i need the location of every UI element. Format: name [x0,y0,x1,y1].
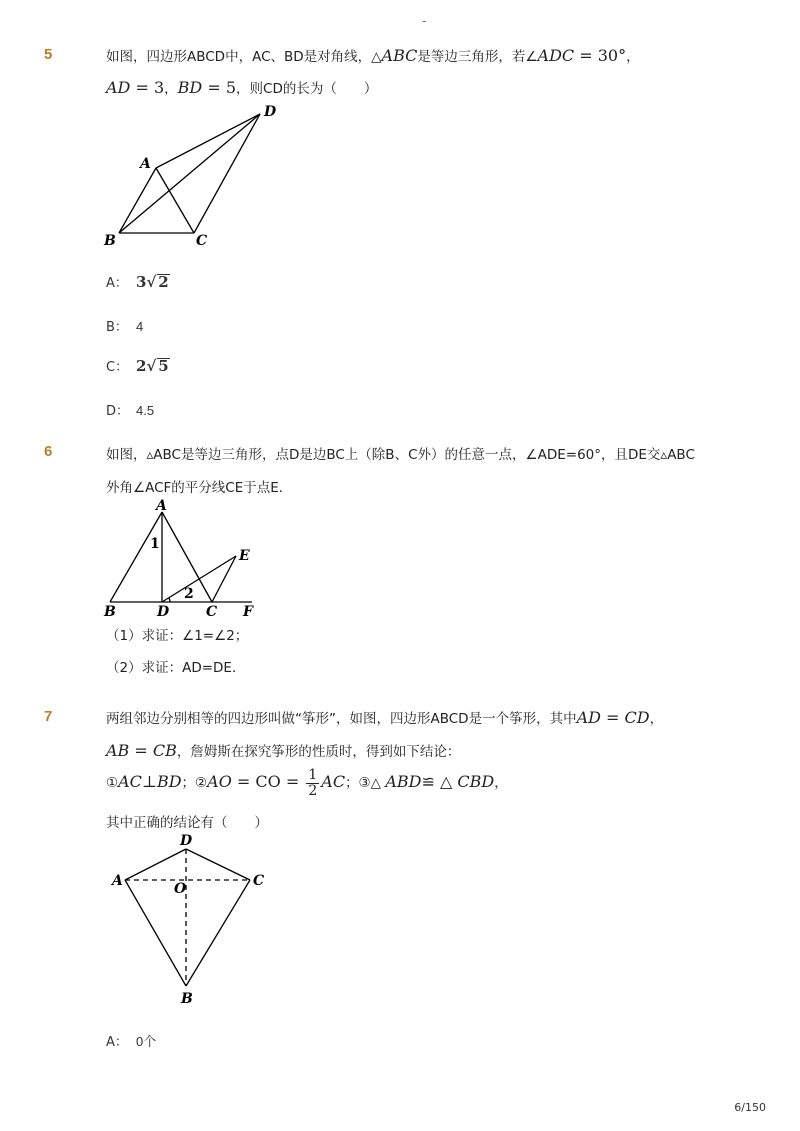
point-label-c: C [253,873,265,889]
q5-text: ， [626,49,640,65]
point-label-b: B [181,991,193,1007]
q5-text: 如图，四边形ABCD中，AC、BD是对角线，△ [106,49,382,65]
q5-math-eq3: = 3 [130,78,165,97]
angle-label-2: 2 [184,586,194,602]
point-label-b: B [104,604,116,620]
q7-math-cbd: CBD [457,772,495,792]
q7-text: ① [106,775,119,792]
q6-part1: （1）求证：∠1=∠2； [106,628,249,644]
point-label-c: C [206,604,218,620]
q7-text: 两组邻边分别相等的四边形叫做“筝形”，如图，四边形ABCD是一个筝形，其中 [106,711,577,727]
q6-stem-line2: 外角∠ACF的平分线CE于点E． [106,480,293,496]
point-label-a: A [156,498,167,514]
segment-ad [125,849,186,880]
q5-math-adc: ADC [537,46,575,65]
q7-text: ， [649,711,664,727]
fraction-numerator: 1 [308,767,318,783]
q7-math-congruent: ≌ △ [421,772,458,792]
q7-text: ；③△ [345,775,386,792]
point-label-a: A [140,156,151,172]
sqrt-sign: √ [146,273,157,291]
point-label-d: D [157,604,170,620]
point-label-a: A [112,873,123,889]
fraction-denominator: 2 [308,782,318,799]
q5-math-abc: ABC [381,46,418,65]
option-radicand: 5 [158,357,169,375]
option-label: B： [106,320,128,335]
q7-math-cd: CD [624,708,650,727]
q5-math-bd: BD [177,78,203,97]
option-label: D： [106,404,130,419]
option-value: 4 [136,319,144,334]
q7-math-eq-co: = CO = [231,772,305,792]
option-value: 0个 [136,1034,157,1049]
q7-math-ao: AO [207,772,232,792]
q7-math-abd: ABD [385,772,422,792]
option-coef: 3 [136,273,147,291]
point-label-c: C [196,233,208,249]
q6-part2: （2）求证：AD=DE． [106,660,246,676]
option-label: A： [106,276,128,291]
option-coef: 2 [136,357,147,375]
option-radicand: 2 [158,273,169,291]
q7-math-ad: AD [576,708,601,727]
point-label-f: F [243,604,253,620]
q7-text: ， [494,775,508,792]
page-number: 6/150 [734,1101,766,1114]
q5-text: 是等边三角形，若∠ [417,49,538,65]
q5-math-eq30: = 30° [574,46,627,65]
question-number: 5 [44,46,53,63]
point-label-d: D [180,833,193,849]
q7-text: ，詹姆斯在探究筝形的性质时，得到如下结论： [176,744,461,760]
q7-math-eq: = [129,741,153,760]
q6-stem-line1: 如图，▵ABC是等边三角形，点D是边BC上（除B、C外）的任意一点，∠ADE=60°，且DE交▵ABC [106,447,695,463]
angle-label-1: 1 [150,536,160,552]
q7-option-a[interactable] [106,1031,156,1050]
q7-math-ac: AC [321,772,346,792]
q7-math-eq: = [600,708,625,727]
segment-dc [186,849,250,880]
sqrt-sign: √ [146,357,157,375]
q7-math-perp: AC⊥BD [118,772,182,792]
question-number: 7 [44,708,53,725]
q7-question-line: 其中正确的结论有（ ） [106,815,268,831]
option-label: C： [106,360,129,375]
point-label-e: E [239,548,250,564]
point-label-b: B [104,233,116,249]
point-label-o: O [174,881,187,897]
q7-math-ab: AB [106,741,130,760]
q7-text: ；② [181,775,208,792]
q7-math-cb: CB [152,741,177,760]
q5-math-eq5: = 5 [202,78,237,97]
q5-text: ，则CD的长为（ ） [236,81,378,97]
top-mark: - [422,14,427,28]
segment-cb [186,880,250,986]
option-label: A： [106,1035,128,1050]
question-number: 6 [44,443,53,460]
option-value: 4.5 [136,403,155,418]
q5-text: ， [164,81,178,97]
point-label-d: D [264,104,277,120]
q5-math-ad: AD [106,78,131,97]
